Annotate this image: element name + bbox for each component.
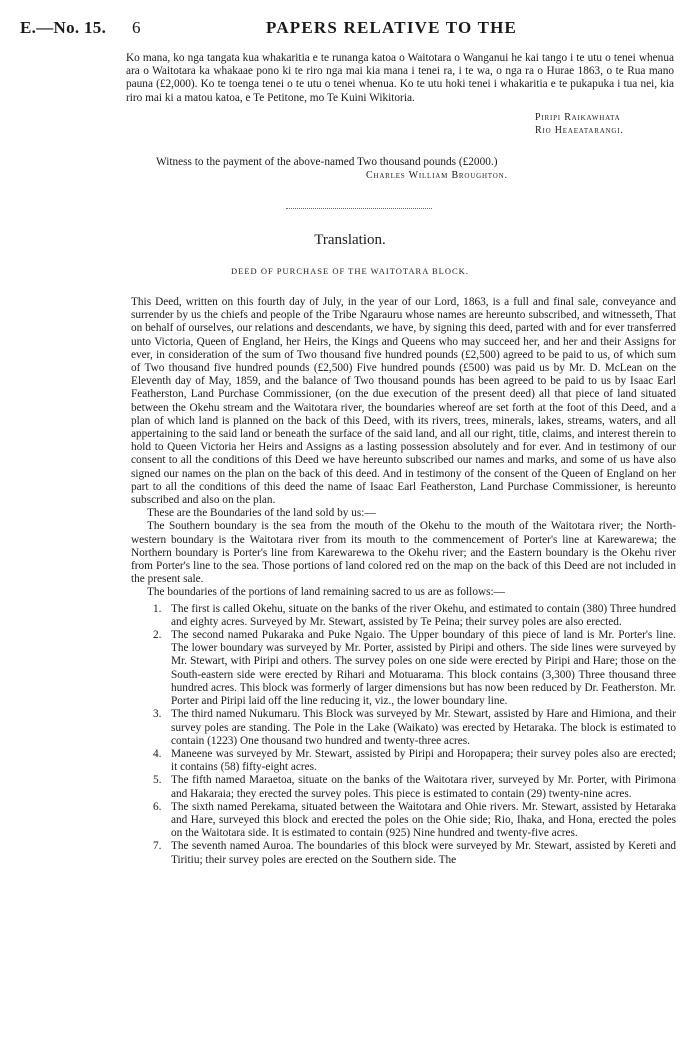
- section-divider: [286, 208, 432, 209]
- list-item: [153, 629, 676, 708]
- witness-name: Charles William Broughton.: [366, 170, 508, 181]
- reserves-intro: The boundaries of the portions of land remaining sacred to us are as follows:—: [147, 586, 505, 599]
- list-item-number: 7.: [153, 840, 162, 853]
- list-item: [153, 774, 676, 800]
- boundaries-intro: These are the Boundaries of the land sold by us:—: [147, 507, 376, 520]
- list-item-number: 4.: [153, 747, 162, 760]
- signature-2: Rio Heaeatarangi.: [535, 125, 624, 136]
- list-item: [153, 748, 676, 774]
- list-item: [153, 603, 676, 629]
- list-item: [153, 801, 676, 841]
- maori-receipt-text: Ko mana, ko nga tangata kua whakaritia e te runanga katoa o Waitotara o Wanganui he kai tango i te utu o tenei whenua ara o Waitotara ka whakaae pono ki te riro nga mai kia mana i tenei ra, i te wa, o nga ra o Hurae 1863, o te Rua mano pauna (£2,000). Ko te toenga tenei o te utu o tenei whenua. Ko te utu hoki tenei i whakaritia e te pukapuka i tua nei, kia riro mai ki a matou katoa, e Te Petitone, mo Te Kuini Wikitoria.: [126, 52, 674, 104]
- document-number: E.—No. 15.: [20, 18, 107, 37]
- list-item-text: The second named Pukaraka and Puke Ngaio. The Upper boundary of this piece of land is Mr. Porter's line. The lower boundary was surveyed by Mr. Porter, assisted by Piripi and others. The side lines were surveyed by Mr. Stewart, with Piripi and others. The survey poles on one side were erected by Piripi and Hare; those on the South-eastern side were erected by Rihari and Motuarama. This block contains (3,300) Three thousand three hundred acres. This block was formerly of larger dimensions but has now been reduced by Dr. Featherston. Mr. Porter and Piripi laid off the line reducing it, viz., the lower boundary line.: [171, 629, 676, 708]
- boundaries-paragraph: The Southern boundary is the sea from the mouth of the Okehu to the mouth of the Waitotara river; the North-western boundary is the Waitotara river from its mouth to the commencement of Porter's line at Karewarewa; the Northern boundary is Porter's line from Karewarewa to the Okehu river; and the Eastern boundary is the Okehu river from Porter's line to the sea. Those portions of land colored red on the map on the back of this Deed are not included in the present sale.: [131, 520, 676, 586]
- deed-paragraph: This Deed, written on this fourth day of July, in the year of our Lord, 1863, is a full and final sale, conveyance and surrender by us the chiefs and people of the Tribe Ngarauru whose names are hereunto subscribed, and witnesseth, That on behalf of ourselves, our relations and descendants, we have, by signing this deed, parted with and for ever transferred unto Victoria, Queen of England, her Heirs, the Kings and Queens who may succeed her, and her and their Assigns for ever, in consideration of the sum of Two thousand five hundred pounds (£2,500) agreed to be paid to us, of which sum of Two thousand five hundred pounds (£2,500) Five hundred pounds (£500) was paid us by Mr. D. McLean on the Eleventh day of May, 1859, and the balance of Two thousand pounds has been agreed to be paid to us by Isaac Earl Featherston, Land Purchase Commissioner, (on the due execution of the present deed) all that piece of land situated between the Okehu stream and the Waitotara river, the boundaries whereof are set forth at the foot of this Deed, and a plan of which land is planned on the back of this Deed, with its rivers, trees, minerals, lakes, streams, waters, and all appertaining to the said land or beneath the surface of the said land, and all our right, title, claims, and interest therein to hold to Queen Victoria her Heirs and Assigns as a lasting possession absolutely and for ever. And in testimony of our consent to all the conditions of this Deed we have hereunto subscribed our names and marks, and some of us have also signed our names on the plan on the back of this deed. And in testimony of the consent of the Queen of England on her part to all the conditions of this deed the name of Isaac Earl Featherston, Land Purchase Commissioner, is hereunto subscribed and also on the plan.: [131, 296, 676, 507]
- list-item-text: The seventh named Auroa. The boundaries of this block were surveyed by Mr. Stewart, assisted by Kereti and Tiritiu; their survey poles are erected on the Southern side. The: [171, 840, 676, 866]
- list-item-text: The first is called Okehu, situate on the banks of the river Okehu, and estimated to contain (380) Three hundred and eighty acres. Surveyed by Mr. Stewart, assisted by Te Peina; their survey poles are also erected.: [171, 602, 676, 628]
- list-item-text: The third named Nukumaru. This Block was surveyed by Mr. Stewart, assisted by Hare and Himiona, and their survey poles are standing. The Pole in the Lake (Waikato) was erected by Hetaraka. The block is estimated to contain (1223) One thousand two hundred and twenty-three acres.: [171, 708, 676, 747]
- translation-heading: Translation.: [314, 232, 386, 248]
- list-item-text: Maneene was surveyed by Mr. Stewart, assisted by Piripi and Horopapera; their survey poles also are erected; it contains (58) fifty-eight acres.: [171, 747, 676, 774]
- list-item-number: 1.: [153, 602, 162, 615]
- running-title: PAPERS RELATIVE TO THE: [266, 18, 518, 37]
- page-header: [20, 18, 680, 40]
- list-item-number: 2.: [153, 629, 162, 642]
- list-item: [153, 708, 676, 748]
- list-item: [153, 840, 676, 866]
- list-item-number: 3.: [153, 708, 162, 721]
- witness-text: Witness to the payment of the above-named Two thousand pounds (£2000.): [156, 156, 498, 168]
- deed-title: DEED OF PURCHASE OF THE WAITOTARA BLOCK.: [231, 266, 469, 276]
- page-number: 6: [132, 18, 141, 37]
- list-item-number: 5.: [153, 774, 162, 787]
- signature-1: Piripi Raikawhata: [535, 112, 621, 123]
- list-item-text: The sixth named Perekama, situated between the Waitotara and Ohie rivers. Mr. Stewart, assisted by Hetaraka and Hare, surveyed this block and erected the poles on the Ohie side; Rio, Ihaka, and Hona, erected the poles on the Waitotara side. It is estimated to contain (925) Nine hundred and twenty-five acres.: [171, 800, 676, 840]
- deed-body: [131, 296, 676, 867]
- list-item-text: The fifth named Maraetoa, situate on the banks of the Waitotara river, surveyed by Mr. Porter, with Pirimona and Hakaraia; they erected the survey poles. This piece is estimated to contain (29) twenty-nine acres.: [171, 774, 676, 800]
- list-item-number: 6.: [153, 800, 162, 813]
- reserves-list: [131, 603, 676, 867]
